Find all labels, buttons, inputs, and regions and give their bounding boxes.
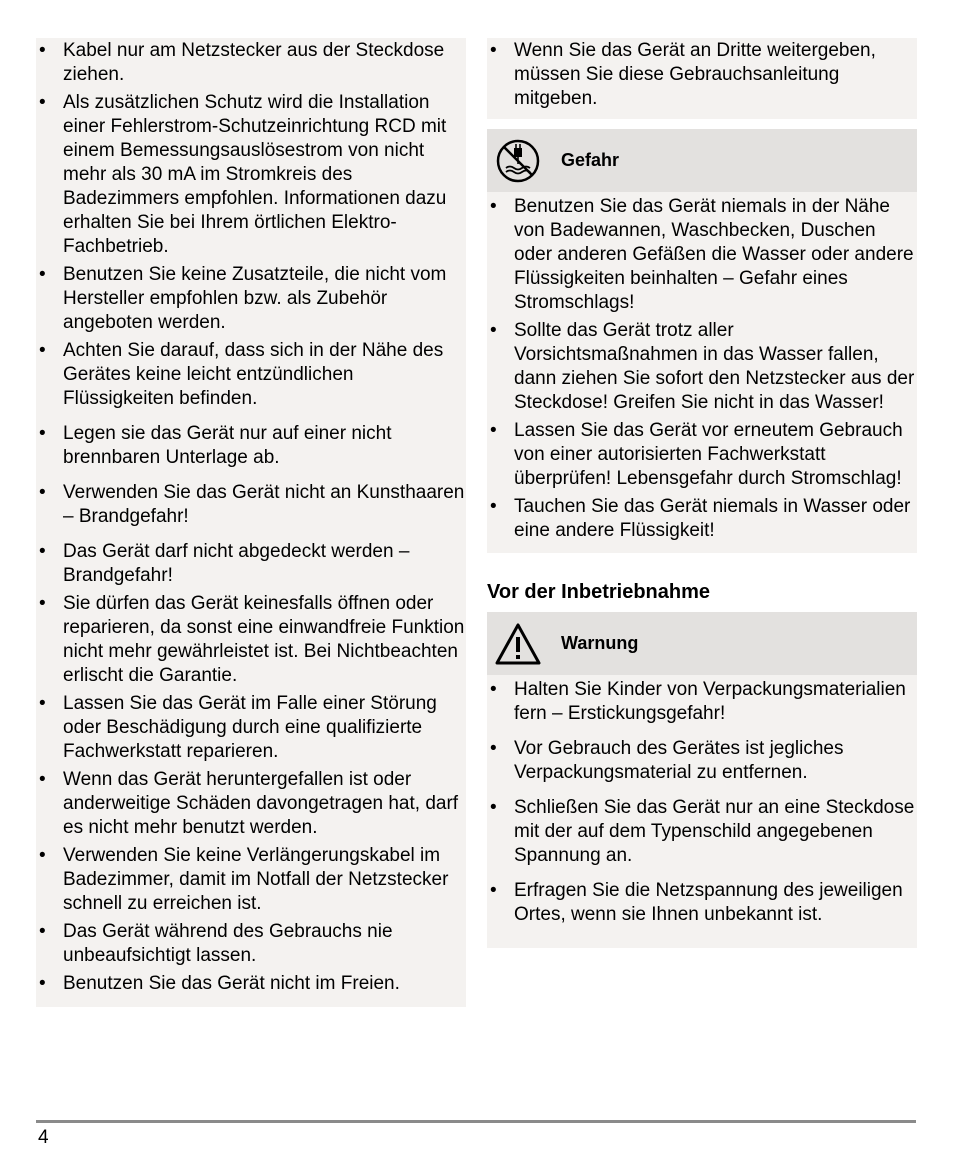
warning-body (487, 675, 917, 948)
list-item: • Kabel nur am Netzstecker aus der Steckdose ziehen. (36, 39, 466, 87)
page-number: 4 (38, 1127, 49, 1148)
list-item: • Das Gerät darf nicht abgedeckt werden – Brandgefahr! (36, 540, 466, 588)
list-item: • Benutzen Sie das Gerät nicht im Freien. (36, 972, 466, 996)
no-water-icon (493, 136, 543, 186)
danger-header (487, 129, 917, 192)
warning-header (487, 612, 917, 675)
handover-box (487, 38, 917, 119)
list-item: • Als zusätzlichen Schutz wird die Installation einer Fehlerstrom-Schutzeinrichtung RCD mit einem Bemessungsauslösestrom von nicht mehr als 30 mA im Stromkreis des Badezimmers empfohlen. Informationen dazu erhalten Sie bei Ihrem örtlichen Elektro-Fachbetrieb. (36, 91, 466, 259)
danger-body (487, 192, 917, 553)
list-item: • Erfragen Sie die Netzspannung des jeweiligen Ortes, wenn sie Ihnen unbekannt ist. (487, 879, 917, 927)
safety-instructions-box (36, 38, 466, 1007)
footer-rule (36, 1120, 916, 1123)
list-item: • Sie dürfen das Gerät keinesfalls öffnen oder reparieren, da sonst eine einwandfreie Funktion nicht mehr gewährleistet ist. Bei Nichtbeachten erlischt die Garantie. (36, 592, 466, 688)
right-column (487, 38, 917, 948)
list-item: • Schließen Sie das Gerät nur an eine Steckdose mit der auf dem Typenschild angegebenen Spannung an. (487, 796, 917, 868)
list-item: • Verwenden Sie das Gerät nicht an Kunsthaaren – Brandgefahr! (36, 481, 466, 529)
danger-label: Gefahr (561, 150, 620, 170)
list-item: • Wenn das Gerät heruntergefallen ist oder anderweitige Schäden davongetragen hat, darf es nicht mehr benutzt werden. (36, 768, 466, 840)
safety-list (36, 39, 466, 996)
handover-list (487, 39, 917, 111)
danger-list (487, 195, 917, 543)
list-item: • Tauchen Sie das Gerät niemals in Wasser oder eine andere Flüssigkeit! (487, 495, 917, 543)
list-item: • Lassen Sie das Gerät im Falle einer Störung oder Beschädigung durch eine qualifizierte Fachwerkstatt reparieren. (36, 692, 466, 764)
list-item: • Benutzen Sie keine Zusatzteile, die nicht vom Hersteller empfohlen bzw. als Zubehör angeboten werden. (36, 263, 466, 335)
list-item: • Sollte das Gerät trotz aller Vorsichtsmaßnahmen in das Wasser fallen, dann ziehen Sie sofort den Netzstecker aus der Steckdose! Greifen Sie nicht in das Wasser! (487, 319, 917, 415)
list-item: • Wenn Sie das Gerät an Dritte weitergeben, müssen Sie diese Gebrauchsanleitung mitgeben. (487, 39, 917, 111)
list-item: • Achten Sie darauf, dass sich in der Nähe des Gerätes keine leicht entzündlichen Flüssigkeiten befinden. (36, 339, 466, 411)
warning-triangle-icon (493, 619, 543, 669)
left-column (36, 38, 466, 1007)
list-item: • Vor Gebrauch des Gerätes ist jegliches Verpackungsmaterial zu entfernen. (487, 737, 917, 785)
warning-label: Warnung (561, 633, 639, 653)
warning-notice (487, 612, 917, 948)
list-item: • Halten Sie Kinder von Verpackungsmaterialien fern – Erstickungsgefahr! (487, 678, 917, 726)
list-item: • Das Gerät während des Gebrauchs nie unbeaufsichtigt lassen. (36, 920, 466, 968)
list-item: • Legen sie das Gerät nur auf einer nicht brennbaren Unterlage ab. (36, 422, 466, 470)
list-item: • Benutzen Sie das Gerät niemals in der Nähe von Badewannen, Waschbecken, Duschen oder anderen Gefäßen die Wasser oder andere Flüssigkeiten beinhalten – Gefahr eines Stromschlags! (487, 195, 917, 315)
list-item: • Verwenden Sie keine Verlängerungskabel im Badezimmer, damit im Notfall der Netzstecker schnell zu erreichen ist. (36, 844, 466, 916)
list-item: • Lassen Sie das Gerät vor erneutem Gebrauch von einer autorisierten Fachwerkstatt überprüfen! Lebensgefahr durch Stromschlag! (487, 419, 917, 491)
danger-notice (487, 129, 917, 553)
section-title: Vor der Inbetriebnahme (487, 581, 711, 603)
warning-list (487, 678, 917, 927)
